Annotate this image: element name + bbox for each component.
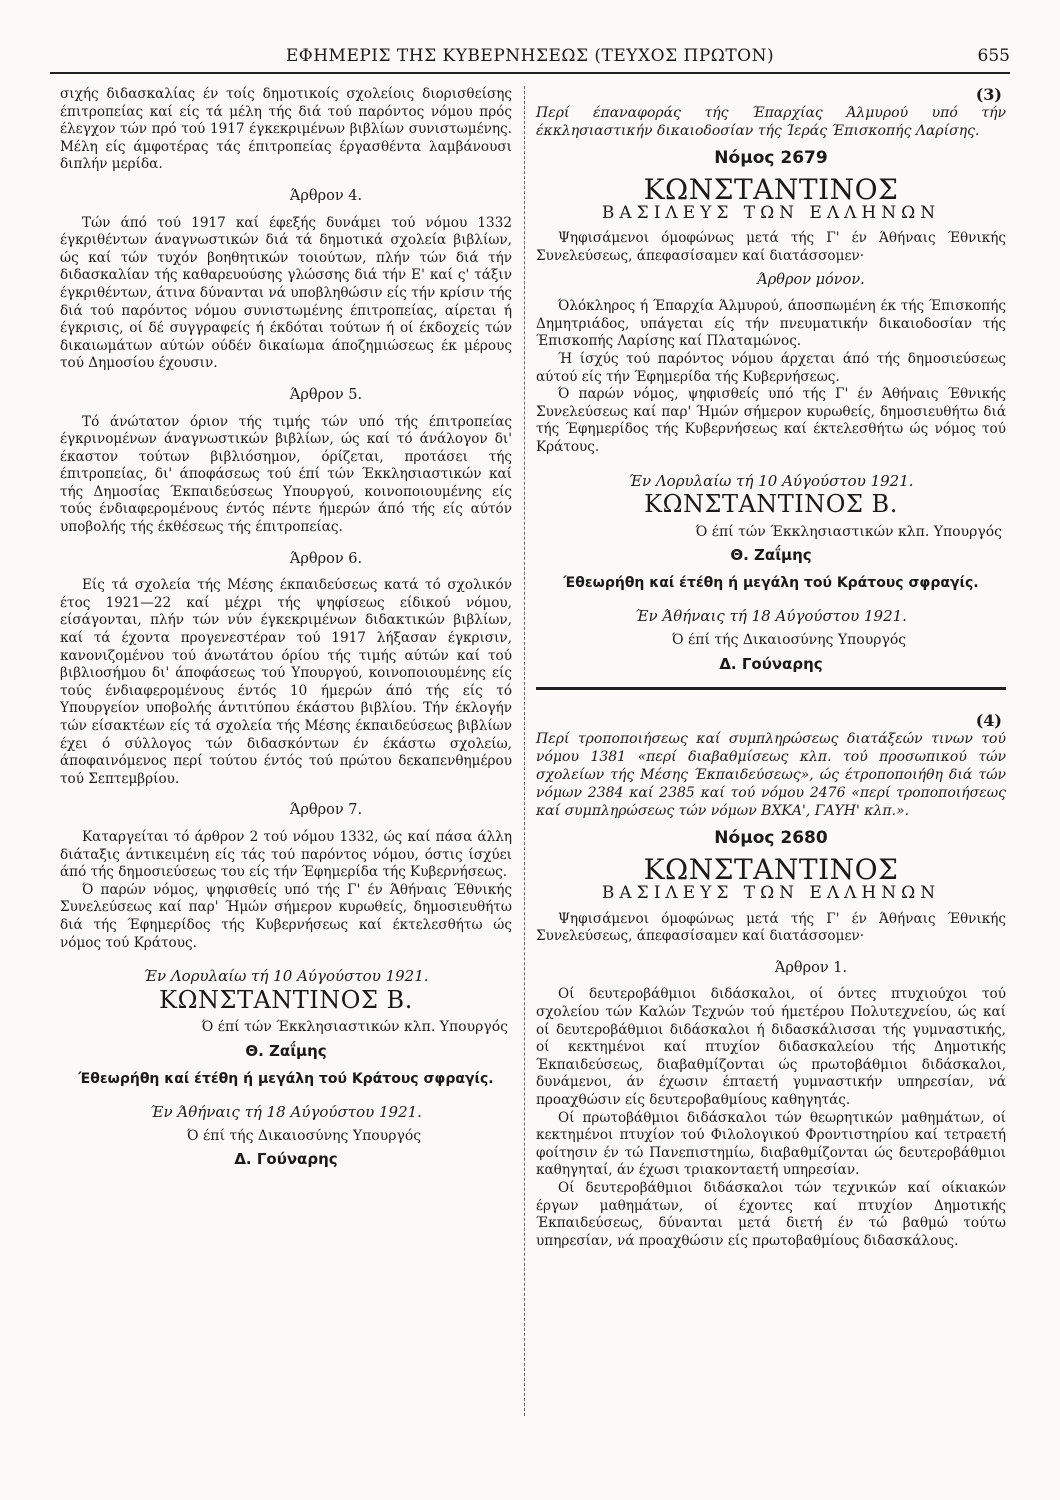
king-heading: ΚΩΝΣΤΑΝΤΙΝΟΣ xyxy=(643,173,899,207)
article-7-promulgation: Ό παρών νόμος, ψηφισθείς υπό τής Γ' έν Άθήναις Έθνικής Συνελεύσεως καί παρ' Ήμών σήμερον κυρωθείς, δημοσιευθήτω διά τής Έφημερίδος τής Κυβερνήσεως καί έκτελεσθήτω ώς νόμος τού Κράτους. xyxy=(60,881,512,951)
minister-title-ecclesiastical: Ό έπί τών Έκκλησιαστικών κλπ. Υπουργός xyxy=(201,1019,508,1036)
law-number-2679: Νόμος 2679 xyxy=(714,147,828,168)
right-column xyxy=(536,86,1006,1250)
minister-name-zaimis: Θ. Ζαΐμης xyxy=(245,1041,327,1060)
king-heading: ΚΩΝΣΤΑΝΤΙΝΟΣ xyxy=(643,853,899,887)
article-6-heading: Άρθρον 6. xyxy=(289,550,363,567)
article-4-text: Τών άπό τού 1917 καί έφεξής δυνάμει τού νόμου 1332 έγκριθέντων άναγνωστικών διά τά δημοτικά σχολεία βιβλίων, ώς καί τών τυχόν βοηθητικών τοιούτων, πλήν τών διά τήν διδασκαλίαν τής καθαρευούσης γλώσσης διά τήν Ε' καί ς' τάξιν έγκριθέντων, άτινα δύνανται νά υποβληθώσιν είς τήν κρίσιν τής διά τού παρόντος νόμου συνιστωμένης έπιτροπείας, αίρεται ή έγκρισις, οί δέ συγγραφείς ή έκδόται τούτων ή οί έκδοχείς τών δικαιωμάτων αύτών ούδέν δικαίωμα άποζημιώσεως έκ μέρους τού Δημοσίου έχουσιν. xyxy=(60,214,512,372)
seal-statement: Έθεωρήθη καί έτέθη ή μεγάλη τού Κράτους σφραγίς. xyxy=(78,1070,494,1087)
article-5-heading: Άρθρον 5. xyxy=(289,386,363,403)
article-7-heading: Άρθρον 7. xyxy=(289,802,363,819)
king-of-hellenes-line: ΒΑΣΙΛΕΥΣ ΤΩΝ ΕΛΛΗΝΩΝ xyxy=(601,202,941,223)
column-divider xyxy=(524,86,525,1416)
left-column xyxy=(60,86,512,1179)
article-6-text: Είς τά σχολεία τής Μέσης έκπαιδεύσεως κατά τό σχολικόν έτος 1921—22 καί μέχρι τής ψηφίσεως είδικού νόμου, είσάγονται, πλήν τών νύν έγκεκριμένων διδακτικών βιβλίων, καί τά έχοντα προγενεστέραν τού 1917 λήξασαν έγκρισιν, κανονιζομένου τού άνωτάτου όρίου τής τιμής αύτών καί τού βιβλιοσήμου δι' άποφάσεως τού Υπουργού, κοινοποιουμένης είς τούς ένδιαφερομένους έντός 10 ήμερών άπό τής είς τό Υπουργείον υποβολής άντιτύπου έκάστου βιβλίου. Τήν έκλογήν τών είσακτέων είς τά σχολεία τής Μέσης έκπαιδεύσεως βιβλίων έχει ό σύλλογος τών διδασκόντων έν έκάστω σχολείω, άποφαινόμενος περί τούτου έντός τού πρώτου δεκαπενθημέρου τού Σεπτεμβρίου. xyxy=(60,577,512,787)
section-number-4: (4) xyxy=(975,711,1002,731)
enactment-clause: Ψηφισάμενοι όμοφώνως μετά τής Γ' έν Άθήναις Έθνικής Συνελεύσεως, άπεφασίσαμεν καί διατάσσομεν· xyxy=(536,230,1006,264)
article-1-paragraph-2: Οί πρωτοβάθμιοι διδάσκαλοι τών θεωρητικών μαθημάτων, οί κεκτημένοι πτυχίον τού Φιλολογικού Φροντιστηρίου καί τετραετή φοίτησιν έν τώ Πανεπιστημίω, διαβαθμίζονται ώς δευτεροβάθμιοι καθηγηταί, άν έχωσι τριακονταετή υπηρεσίαν. xyxy=(536,1109,1006,1179)
date-line-athens: Έν Άθήναις τή 18 Αύγούστου 1921. xyxy=(150,1103,422,1122)
law-2679-paragraph-1: Όλόκληρος ή Έπαρχία Άλμυρού, άποσπωμένη έκ τής Έπισκοπής Δημητριάδος, υπάγεται είς τήν πνευματικήν δικαιοδοσίαν τής Έπισκοπής Λαρίσης καί Πλαταμώνος. xyxy=(536,298,1006,350)
section-4-title: Περί τροποποιήσεως καί συμπληρώσεως διατάξεών τινων τού νόμου 1381 «περί διαβαθμίσεως κλπ. τού προσωπικού τών σχολείων τής Μέσης Έκπαιδεύσεως», ώς έτροποποιήθη διά τών νόμων 2384 καί 2385 καί τού νόμου 2476 «περί τροποποιήσεως καί συμπληρώσεως τών νόμων ΒΧΚΑ', ΓΑΥΗ' κλπ.». xyxy=(536,730,1006,819)
minister-name-gounaris: Δ. Γούναρης xyxy=(719,654,823,673)
enactment-clause: Ψηφισάμενοι όμοφώνως μετά τής Γ' έν Άθήναις Έθνικής Συνελεύσεως, άπεφασίσαμεν καί διατάσσομεν· xyxy=(536,910,1006,945)
minister-title-justice: Ό έπί τής Δικαιοσύνης Υπουργός xyxy=(671,632,907,649)
seal-statement: Έθεωρήθη καί έτέθη ή μεγάλη τού Κράτους σφραγίς. xyxy=(563,574,979,591)
section-separator xyxy=(536,687,1006,690)
section-3-title: Περί έπαναφοράς τής Έπαρχίας Άλμυρού υπό τήν έκκλησιαστικήν δικαιοδοσίαν τής Ίεράς Έπισκοπής Λαρίσης. xyxy=(536,104,1006,139)
page-header xyxy=(50,42,1010,74)
law-2679-paragraph-2: Ή ίσχύς τού παρόντος νόμου άρχεται άπό τής δημοσιεύσεως αύτού είς τήν Έφημερίδα τής Κυβερνήσεως. xyxy=(536,350,1006,385)
intro-paragraph: σιχής διδασκαλίας έν τοίς δημοτικοίς σχολείοις διορισθείσης έπιτροπείας καί είς τά μέλη τής διά τού παρόντος νόμου πρός έλεγχον τών πρό τού 1917 έγκεκριμένων βιβλίων συνιστωμένης. Μέλη είς άμφοτέρας τάς έπιτροπείας έργασθέντα λαμβάνουσι διπλήν μερίδα. xyxy=(60,86,512,173)
article-1-paragraph-3: Οί δευτεροβάθμιοι διδάσκαλοι τών τεχνικών καί οίκιακών έργων μαθημάτων, οί έχοντες καί πτυχίον Δημοτικής Έκπαιδεύσεως, δύνανται μετά διετή έν τώ βαθμώ τούτω υπηρεσίαν, νά προαχθώσιν είς πρωτοβαθμίους διδασκάλους. xyxy=(536,1179,1006,1249)
article-1-heading: Άρθρον 1. xyxy=(774,959,848,976)
minister-name-gounaris: Δ. Γούναρης xyxy=(234,1150,338,1169)
date-line-lorylaio: Έν Λορυλαίω τή 10 Αύγούστου 1921. xyxy=(628,471,914,490)
gazette-title: ΕΦΗΜΕΡΙΣ ΤΗΣ ΚΥΒΕΡΝΗΣΕΩΣ (ΤΕΥΧΟΣ ΠΡΩΤΟΝ) xyxy=(285,46,775,66)
article-7-text: Καταργείται τό άρθρον 2 τού νόμου 1332, ώς καί πάσα άλλη διάταξις άντικειμένη είς τάς τού παρόντος νόμου, όστις ίσχύει άπό τής δημοσιεύσεως του είς τήν Έφημερίδα τής Κυβερνήσεως. xyxy=(60,828,512,881)
king-signature: ΚΩΝΣΤΑΝΤΙΝΟΣ Β. xyxy=(644,490,898,519)
king-of-hellenes-line: ΒΑΣΙΛΕΥΣ ΤΩΝ ΕΛΛΗΝΩΝ xyxy=(601,883,941,904)
columns xyxy=(50,86,1010,1456)
minister-title-justice: Ό έπί τής Δικαιοσύνης Υπουργός xyxy=(186,1127,422,1144)
article-5-text: Τό άνώτατον όριον τής τιμής τών υπό τής έπιτροπείας έγκρινομένων άναγνωστικών βιβλίων, ώς καί τό άνάλογον δι' έκαστον τούτων βιβλιόσημον, όρίζεται, προτάσει τής έπιτροπείας, δι' άποφάσεως τού έπί τών Έκκλησιαστικών καί τής Δημοσίας Έκπαιδεύσεως Υπουργού, κοινοποιουμένης είς τούς ένδιαφερομένους έντός πέντε ήμερών άπό τής είς αύτόν υποβολής τής έκθέσεως τής έπιτροπείας. xyxy=(60,413,512,536)
law-number-2680: Νόμος 2680 xyxy=(714,827,828,848)
article-4-heading: Άρθρον 4. xyxy=(289,187,363,204)
minister-name-zaimis: Θ. Ζαΐμης xyxy=(730,546,812,565)
single-article-heading: Άρθρον μόνον. xyxy=(757,271,865,288)
page-number: 655 xyxy=(977,46,1010,66)
section-number-3: (3) xyxy=(975,85,1002,104)
article-1-paragraph-1: Οί δευτεροβάθμιοι διδάσκαλοι, οί όντες πτυχιούχοι τού σχολείου τών Καλών Τεχνών τού ήμετέρου Πολυτεχνείου, ώς καί οί δευτεροβάθμιοι διδάσκαλοι ή διδασκάλισσαι τής γυμναστικής, οί κεκτημένοι καί πτυχίον διδασκαλείου τής Δημοτικής Έκπαιδεύσεως, διαβαθμίζονται ώς πρωτοβάθμιοι διδάσκαλοι, δυνάμενοι, άν έχωσιν έπταετή γυμναστικήν υπηρεσίαν, νά προαχθώσιν είς δευτεροβαθμίους καθηγητάς. xyxy=(536,986,1006,1108)
date-line-lorylaio: Έν Λορυλαίω τή 10 Αύγούστου 1921. xyxy=(143,967,429,986)
law-2679-paragraph-3: Ό παρών νόμος, ψηφισθείς υπό τής Γ' έν Άθήναις Έθνικής Συνελεύσεως καί παρ' Ήμών σήμερον κυρωθείς, δημοσιευθήτω διά τής Έφημερίδος τής Κυβερνήσεως καί έκτελεσθήτω ώς νόμος τού Κράτους. xyxy=(536,386,1006,455)
date-line-athens: Έν Άθήναις τή 18 Αύγούστου 1921. xyxy=(635,607,907,626)
minister-title-ecclesiastical: Ό έπί τών Έκκλησιαστικών κλπ. Υπουργός xyxy=(695,523,1002,540)
gazette-page xyxy=(50,42,1010,1462)
king-signature: ΚΩΝΣΤΑΝΤΙΝΟΣ Β. xyxy=(159,985,413,1014)
